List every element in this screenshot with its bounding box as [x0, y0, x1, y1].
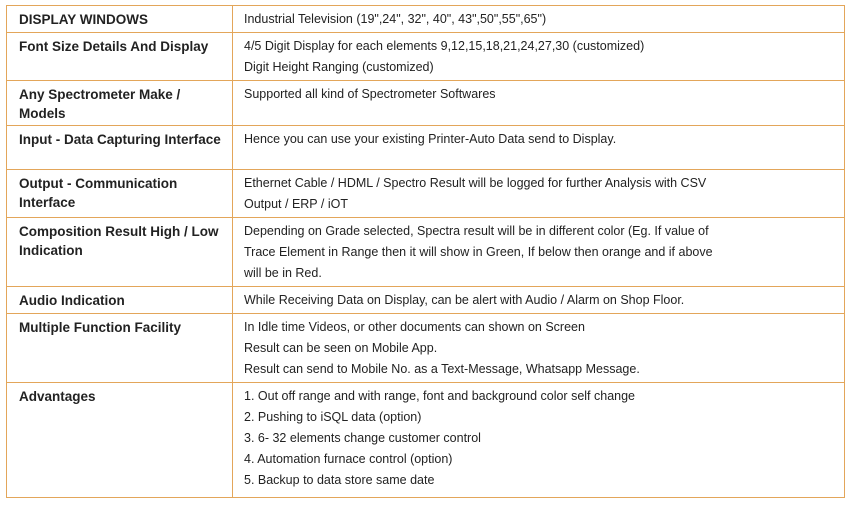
row-value-multiple-function	[233, 314, 845, 383]
value-line: Ethernet Cable / HDML / Spectro Result will be logged for further Analysis with CSV	[244, 176, 707, 190]
value-line: While Receiving Data on Display, can be alert with Audio / Alarm on Shop Floor.	[244, 293, 685, 307]
value-line: Supported all kind of Spectrometer Softwares	[244, 87, 496, 101]
row-value-audio	[233, 287, 845, 314]
table-row	[7, 314, 845, 383]
value-line: Trace Element in Range then it will show in Green, If below then orange and if above	[244, 245, 713, 259]
row-value-spectrometer	[233, 81, 845, 126]
row-value-output	[233, 170, 845, 218]
value-line: Depending on Grade selected, Spectra result will be in different color (Eg. If value of	[244, 224, 709, 238]
row-value-composition	[233, 218, 845, 287]
row-label-multiple-function: Multiple Function Facility	[7, 314, 233, 383]
table-row	[7, 287, 845, 314]
row-label-display-windows: DISPLAY WINDOWS	[7, 6, 233, 33]
value-line: In Idle time Videos, or other documents can shown on Screen	[244, 320, 585, 334]
row-label-spectrometer: Any Spectrometer Make / Models	[7, 81, 233, 126]
value-line: Industrial Television (19",24", 32", 40", 43",50",55",65")	[244, 12, 547, 26]
value-line: Digit Height Ranging (customized)	[244, 60, 434, 74]
value-line: 4. Automation furnace control (option)	[244, 452, 453, 466]
value-line: 3. 6- 32 elements change customer control	[244, 431, 481, 445]
row-value-font-size	[233, 33, 845, 81]
value-line: Result can send to Mobile No. as a Text-Message, Whatsapp Message.	[244, 362, 640, 376]
row-label-composition: Composition Result High / Low Indication	[7, 218, 233, 287]
table-row	[7, 218, 845, 287]
table-row	[7, 6, 845, 33]
value-line: Hence you can use your existing Printer-Auto Data send to Display.	[244, 132, 617, 146]
table-row	[7, 126, 845, 170]
value-line: 5. Backup to data store same date	[244, 473, 435, 487]
spec-table	[6, 5, 845, 498]
row-value-input	[233, 126, 845, 170]
value-line: will be in Red.	[244, 266, 322, 280]
row-label-audio: Audio Indication	[7, 287, 233, 314]
value-line: 4/5 Digit Display for each elements 9,12,15,18,21,24,27,30 (customized)	[244, 39, 645, 53]
value-line: 1. Out off range and with range, font and background color self change	[244, 389, 636, 403]
row-value-display-windows	[233, 6, 845, 33]
value-line: 2. Pushing to iSQL data (option)	[244, 410, 422, 424]
row-label-input: Input - Data Capturing Interface	[7, 126, 233, 170]
table-row	[7, 383, 845, 498]
value-line: Output / ERP / iOT	[244, 197, 348, 211]
row-label-advantages: Advantages	[7, 383, 233, 498]
row-label-font-size: Font Size Details And Display	[7, 33, 233, 81]
table-row	[7, 33, 845, 81]
value-line: Result can be seen on Mobile App.	[244, 341, 438, 355]
row-value-advantages	[233, 383, 845, 498]
table-row	[7, 81, 845, 126]
row-label-output: Output - Communication Interface	[7, 170, 233, 218]
table-row	[7, 170, 845, 218]
